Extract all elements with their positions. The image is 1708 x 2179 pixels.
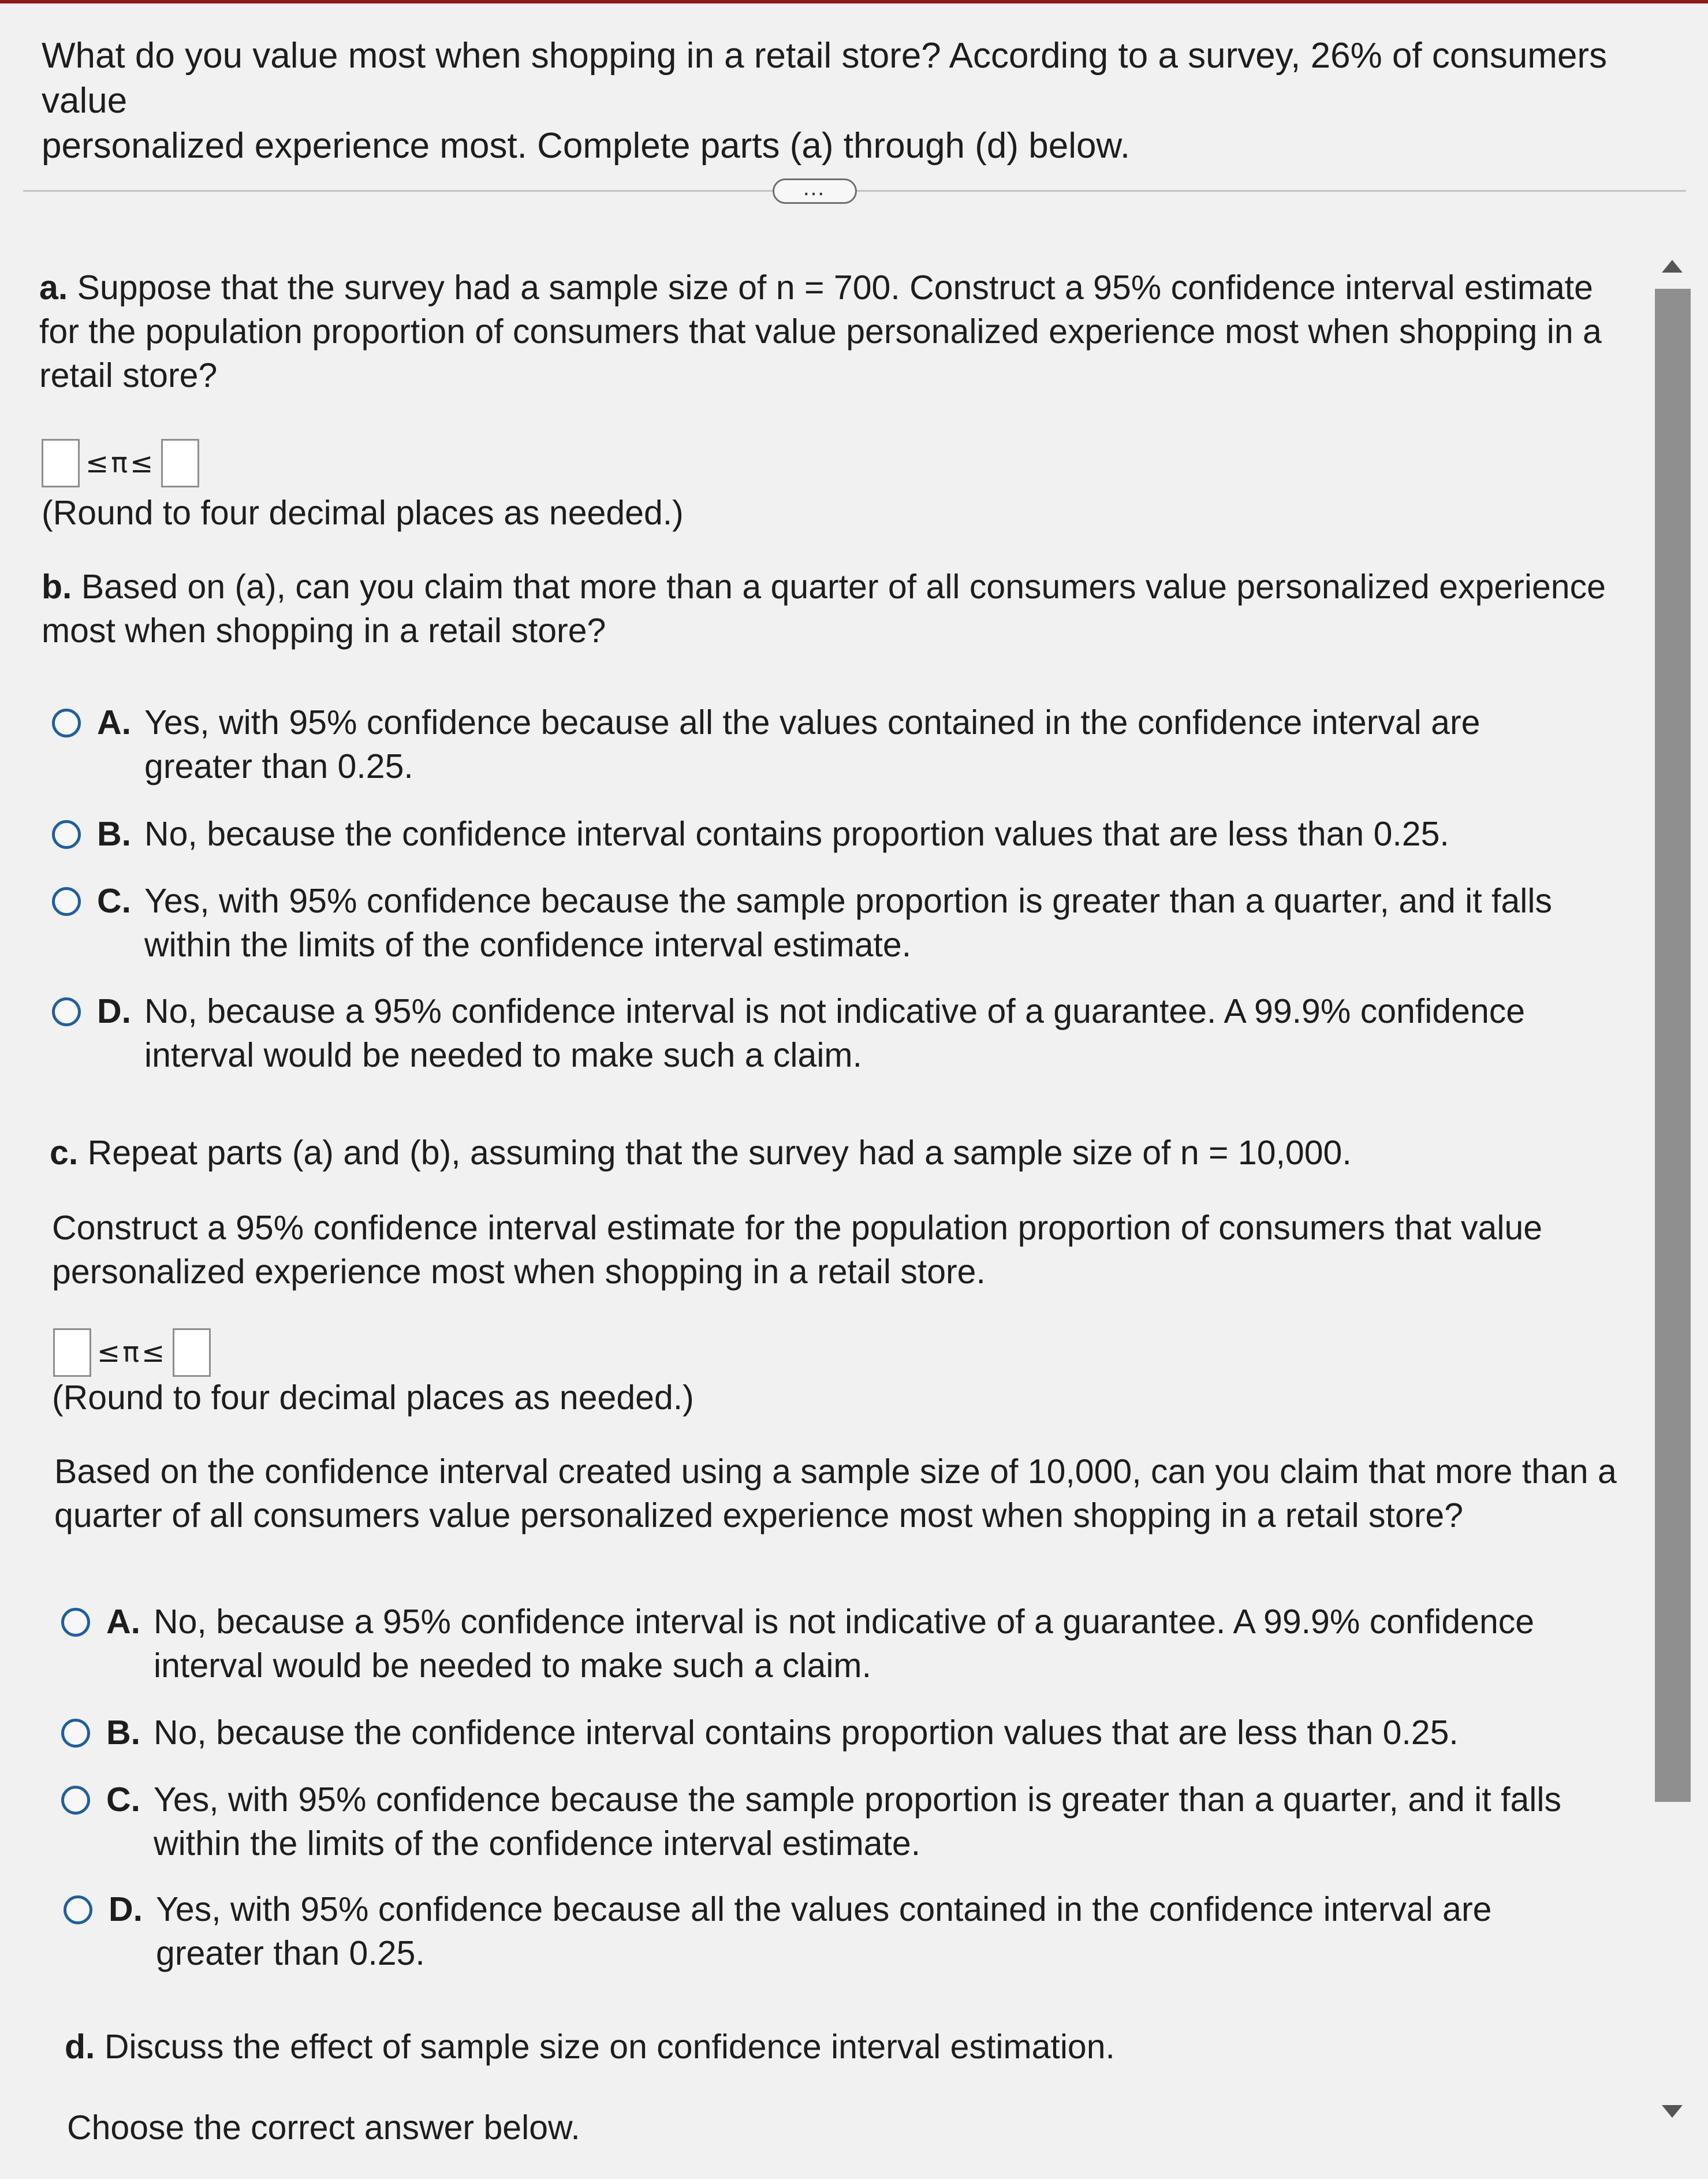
- option-text: No, because a 95% confidence interval is not indicative of a guarantee. A 99.9% confidence: [154, 1603, 1535, 1641]
- radio-button[interactable]: [64, 1895, 92, 1924]
- radio-button[interactable]: [61, 1786, 90, 1815]
- expand-more-button[interactable]: …: [773, 178, 857, 204]
- option-text: Yes, with 95% confidence because the sample proportion is greater than a quarter, and it falls: [144, 882, 1552, 920]
- question-intro: [42, 33, 1635, 169]
- part-c-interval-answer: [53, 1328, 211, 1377]
- option-letter: B.: [106, 1714, 140, 1752]
- scroll-down-arrow-icon[interactable]: [1662, 2105, 1683, 2118]
- part-b-option-b[interactable]: [52, 812, 1576, 856]
- top-accent-bar: [0, 0, 1708, 3]
- interval-relation: ≤π≤: [97, 1336, 167, 1369]
- choose-instruction: Choose the correct answer below.: [67, 2109, 580, 2147]
- interval-relation: ≤π≤: [85, 447, 156, 479]
- vertical-scrollbar[interactable]: [1655, 289, 1691, 1802]
- option-text: greater than 0.25.: [156, 1934, 425, 1972]
- part-d-prompt: [65, 2025, 1624, 2069]
- part-c-prompt: [50, 1131, 1643, 1175]
- intro-line: What do you value most when shopping in a retail store? According to a survey, 26% of consumers value: [42, 36, 1608, 121]
- option-text: Yes, with 95% confidence because the sample proportion is greater than a quarter, and it falls: [154, 1781, 1561, 1819]
- scroll-up-arrow-icon[interactable]: [1662, 260, 1683, 273]
- option-letter: A.: [106, 1603, 140, 1641]
- option-letter: C.: [97, 882, 131, 920]
- part-c-option-a[interactable]: [61, 1600, 1586, 1688]
- part-label: c.: [50, 1134, 79, 1172]
- part-b-option-d[interactable]: [52, 989, 1576, 1077]
- option-text: No, because the confidence interval contains proportion values that are less than 0.25.: [154, 1714, 1459, 1752]
- upper-bound-input[interactable]: [161, 439, 199, 487]
- option-letter: B.: [97, 815, 131, 853]
- part-c-option-c[interactable]: [61, 1778, 1586, 1865]
- radio-button[interactable]: [52, 997, 81, 1026]
- part-c-question: [54, 1450, 1648, 1537]
- prompt-line: most when shopping in a retail store?: [42, 612, 606, 650]
- prompt-line: Discuss the effect of sample size on confidence interval estimation.: [95, 2028, 1115, 2066]
- option-text: greater than 0.25.: [144, 747, 413, 785]
- upper-bound-input[interactable]: [173, 1328, 211, 1377]
- prompt-line: personalized experience most when shopping in a retail store.: [52, 1253, 986, 1291]
- intro-line: personalized experience most. Complete parts (a) through (d) below.: [42, 126, 1131, 166]
- prompt-line: quarter of all consumers value personalized experience most when shopping in a retail store?: [54, 1496, 1464, 1534]
- option-letter: D.: [109, 1890, 143, 1928]
- radio-button[interactable]: [52, 820, 81, 849]
- part-b-option-a[interactable]: [52, 701, 1576, 788]
- prompt-line: Repeat parts (a) and (b), assuming that the survey had a sample size of n = 10,000.: [78, 1134, 1352, 1172]
- option-text: No, because a 95% confidence interval is not indicative of a guarantee. A 99.9% confidence: [144, 992, 1526, 1030]
- radio-button[interactable]: [61, 1608, 90, 1637]
- prompt-line: for the population proportion of consumers that value personalized experience most when shopping in a: [39, 312, 1602, 351]
- option-letter: D.: [97, 992, 131, 1030]
- option-text: No, because the confidence interval contains proportion values that are less than 0.25.: [144, 815, 1449, 853]
- option-letter: C.: [106, 1781, 140, 1819]
- option-letter: A.: [97, 703, 131, 742]
- option-text: Yes, with 95% confidence because all the values contained in the confidence interval are: [144, 703, 1480, 742]
- option-text: within the limits of the confidence interval estimate.: [144, 926, 912, 964]
- part-label: d.: [65, 2028, 95, 2066]
- round-note: (Round to four decimal places as needed.): [42, 494, 684, 532]
- option-text: interval would be needed to make such a claim.: [144, 1036, 862, 1074]
- part-c-construct-prompt: [52, 1206, 1646, 1294]
- option-text: Yes, with 95% confidence because all the values contained in the confidence interval are: [156, 1890, 1492, 1928]
- part-label: a.: [39, 269, 68, 307]
- option-text: within the limits of the confidence interval estimate.: [154, 1824, 921, 1863]
- radio-button[interactable]: [61, 1719, 90, 1748]
- prompt-line: Suppose that the survey had a sample size of n = 700. Construct a 95% confidence interval estimate: [68, 269, 1593, 307]
- lower-bound-input[interactable]: [53, 1328, 91, 1377]
- prompt-line: retail store?: [39, 356, 218, 394]
- part-label: b.: [42, 568, 72, 606]
- option-text: interval would be needed to make such a claim.: [154, 1647, 871, 1685]
- part-a-prompt: [39, 266, 1633, 397]
- prompt-line: Based on (a), can you claim that more than a quarter of all consumers value personalized experience: [72, 568, 1606, 606]
- lower-bound-input[interactable]: [42, 439, 80, 487]
- radio-button[interactable]: [52, 709, 81, 737]
- part-c-option-b[interactable]: [61, 1711, 1586, 1755]
- prompt-line: Based on the confidence interval created using a sample size of 10,000, can you claim that more than a: [54, 1452, 1617, 1491]
- part-b-option-c[interactable]: [52, 879, 1576, 967]
- prompt-line: Construct a 95% confidence interval estimate for the population proportion of consumers that value: [52, 1209, 1543, 1247]
- round-note: (Round to four decimal places as needed.): [52, 1379, 694, 1417]
- radio-button[interactable]: [52, 887, 81, 916]
- part-a-interval-answer: [42, 439, 199, 487]
- part-b-prompt: [42, 565, 1635, 653]
- part-c-option-d[interactable]: [64, 1887, 1588, 1975]
